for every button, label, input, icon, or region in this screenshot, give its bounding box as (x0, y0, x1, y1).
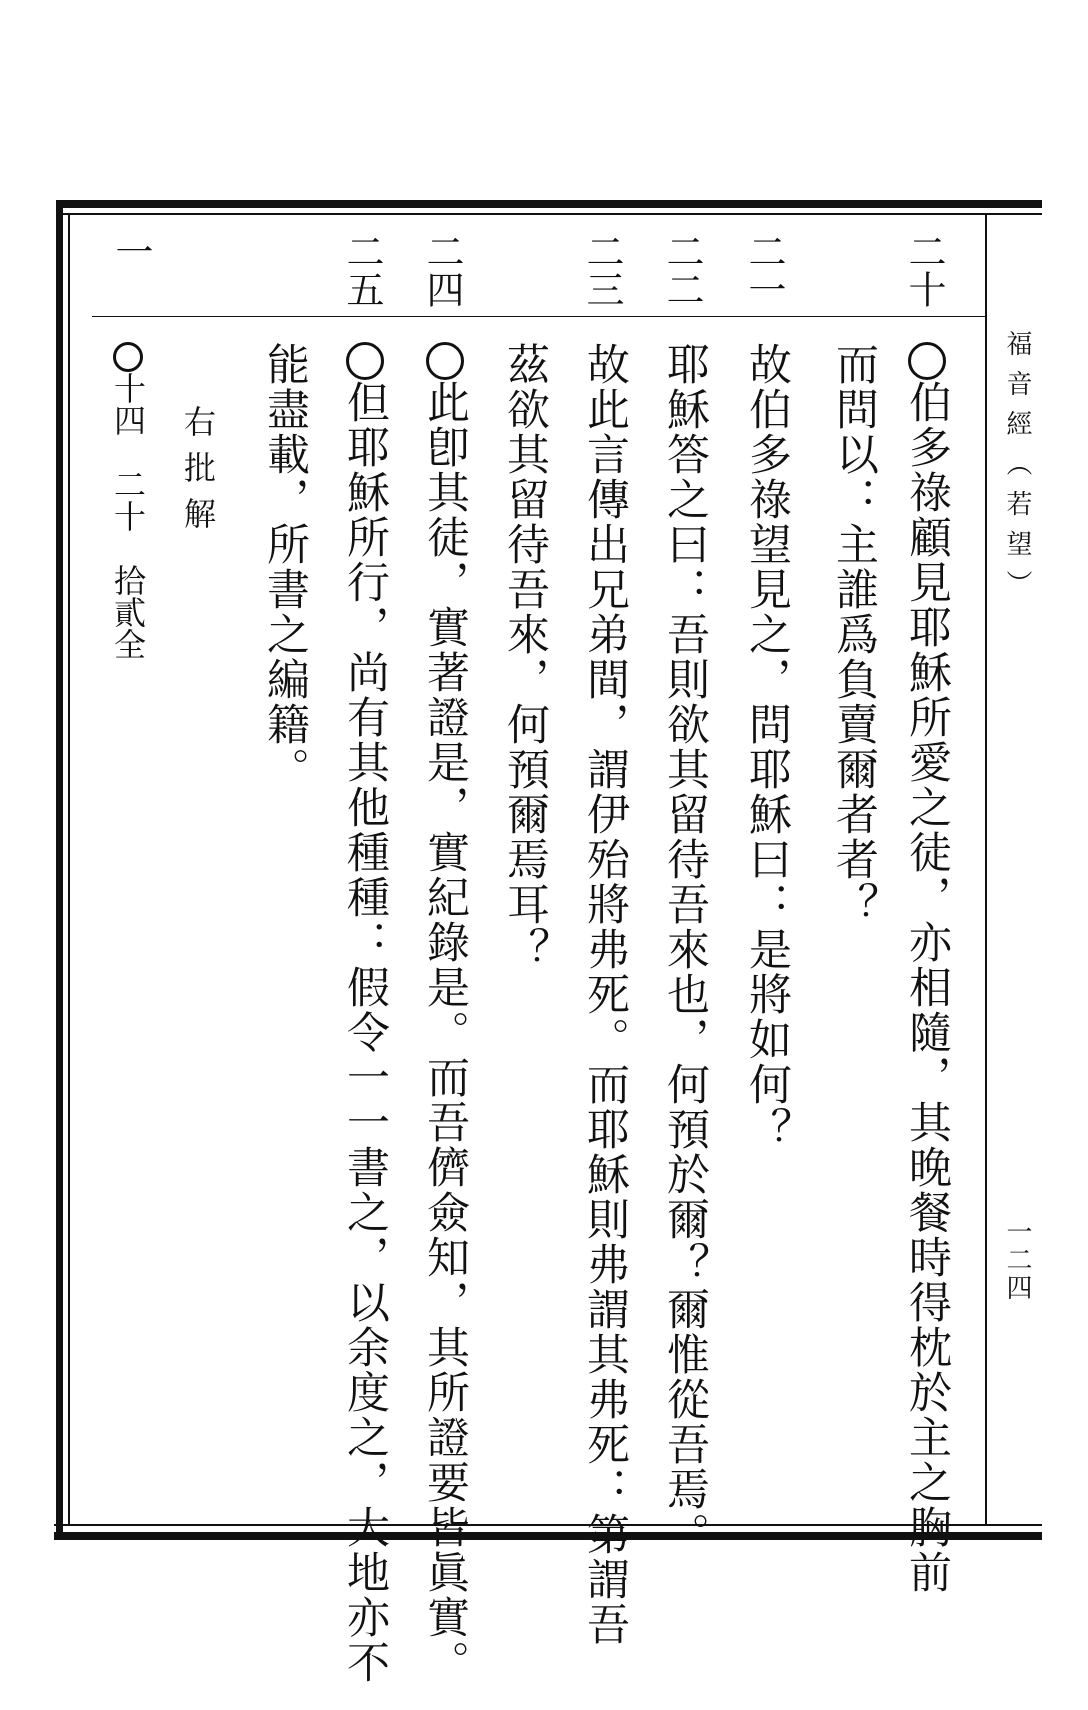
left-border-thin (68, 213, 70, 1526)
top-border-thick (62, 200, 1042, 208)
verse-circle-mark (346, 342, 384, 380)
verse-text (420, 342, 470, 1685)
verse-text-content: 但耶穌所行，尚有其他種種：假令一一書之，以余度之，大地亦不 (340, 380, 390, 1685)
verse-number: 二五 (340, 232, 384, 308)
verse-number: 二十 (902, 232, 946, 308)
bottom-border-thick (54, 1532, 1042, 1540)
bottom-border-thin (54, 1524, 1042, 1526)
verse-number-rule (92, 316, 985, 317)
verse-text (902, 342, 952, 1595)
verse-text: 故此言傳出兄弟間，謂伊殆將弗死。而耶穌則弗謂其弗死：第謂吾 (580, 342, 630, 1647)
top-border-thin (62, 213, 1042, 215)
verse-number: 二一 (742, 232, 786, 308)
commentary-label: 右批解 (179, 405, 217, 543)
verse-text-content: 此卽其徒，實著證是，實紀錄是。而吾儕僉知，其所證要皆眞實。 (420, 380, 470, 1685)
verse-number: 二二 (660, 232, 704, 308)
verse-text-content: 伯多祿顧見耶穌所愛之徒，亦相隨，其晚餐時得枕於主之胸前 (902, 380, 952, 1595)
gutter-rule (985, 213, 987, 1526)
verse-text: 而問以：主誰爲負賣爾者者？ (829, 342, 879, 927)
verse-text: 耶穌答之曰：吾則欲其留待吾來也，何預於爾？爾惟從吾焉。 (660, 342, 710, 1557)
footer-reference (109, 342, 147, 660)
verse-circle-mark (426, 342, 464, 380)
verse-text (340, 342, 390, 1685)
verse-number: 二四 (420, 232, 464, 308)
verse-text: 茲欲其留待吾來，何預爾焉耳？ (500, 342, 550, 972)
verse-text: 能盡載，所書之編籍。 (260, 342, 310, 792)
verse-circle-mark (908, 342, 946, 380)
book-title: 福音經（若望） (1002, 330, 1032, 610)
verse-text: 故伯多祿望見之，問耶穌曰：是將如何？ (742, 342, 792, 1152)
verse-number: 二三 (580, 232, 624, 308)
reference-circle-mark (113, 342, 143, 372)
footer-reference-text: 十四 二十 拾貳全 (109, 372, 147, 660)
left-border-thick (56, 200, 63, 1540)
page-number: 一二四 (1002, 1218, 1032, 1302)
footer-number: 一 (109, 232, 153, 270)
